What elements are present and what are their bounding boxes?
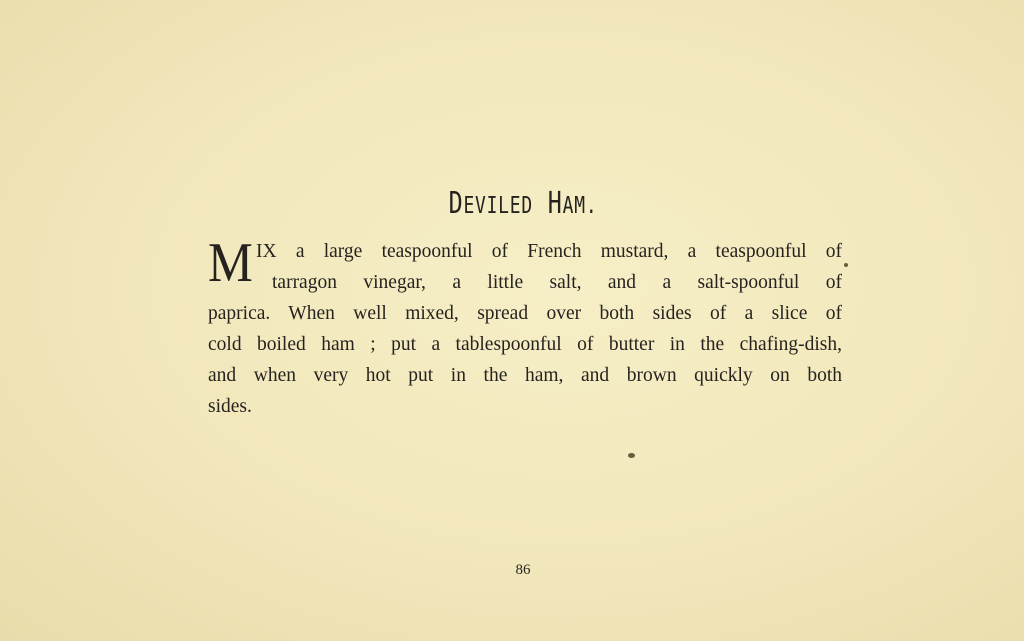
drop-cap: M xyxy=(208,232,253,294)
ink-speck xyxy=(628,453,635,458)
title-initial-2: H xyxy=(547,186,563,221)
recipe-line-3: paprica. When well mixed, spread over both sides of a slice of xyxy=(208,303,842,324)
recipe-body xyxy=(208,232,842,422)
title-initial-1: D xyxy=(448,186,464,221)
ink-speck xyxy=(844,263,848,267)
recipe-title xyxy=(115,186,931,221)
recipe-line-5: and when very hot put in the ham, and brown quickly on both xyxy=(208,365,842,386)
recipe-line-6: sides. xyxy=(208,396,252,417)
recipe-line-4: cold boiled ham ; put a tablespoonful of butter in the chafing-dish, xyxy=(208,334,842,355)
title-rest-1: EVILED xyxy=(463,193,533,219)
recipe-line-2: tarragon vinegar, a little salt, and a salt-spoonful of xyxy=(272,272,842,293)
title-rest-2: AM. xyxy=(562,193,598,219)
page-number: 86 xyxy=(515,562,531,578)
recipe-line-1-text: IX a large teaspoonful of French mustard, a teaspoonful of xyxy=(256,241,842,262)
